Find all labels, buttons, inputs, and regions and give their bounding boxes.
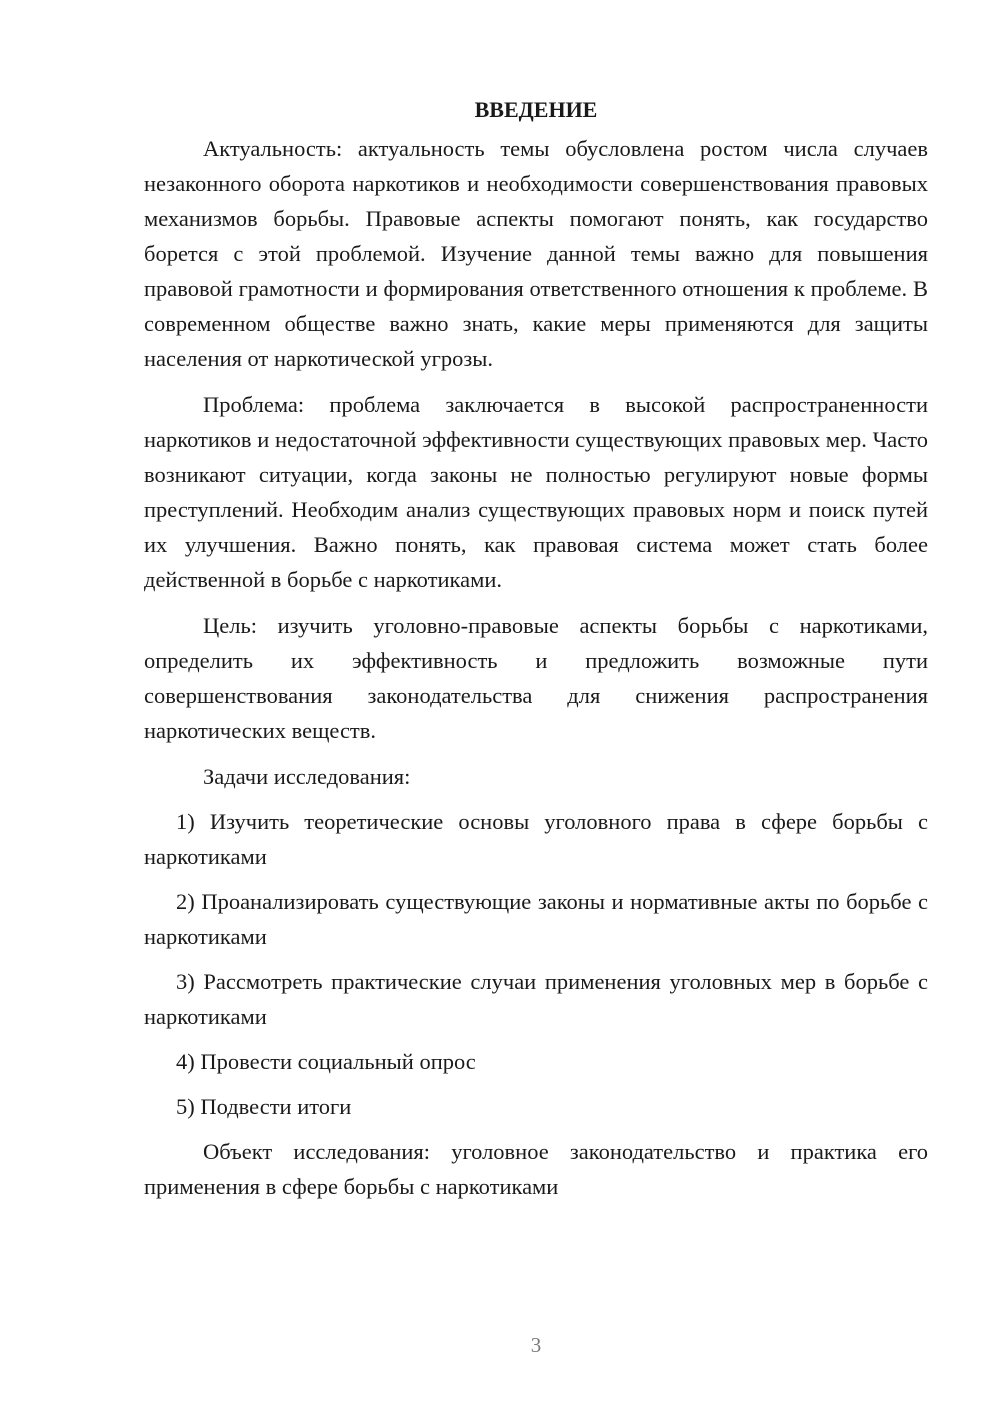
list-item: 3) Рассмотреть практические случаи применения уголовных мер в борьбе с наркотиками (144, 969, 928, 1029)
list-item: 5) Подвести итоги (176, 1094, 352, 1119)
problem-paragraph: Проблема: проблема заключается в высокой распространенности наркотиков и недостаточной эффективности существующих правовых мер. Часто возникают ситуации, когда законы не полностью регулируют новые формы преступлений. Необходим анализ существующих правовых норм и поиск путей их улучшения. Важно понять, как правовая система может стать более действенной в борьбе с наркотиками. (144, 392, 928, 592)
page-number: 3 (530, 1333, 542, 1357)
list-item: 4) Провести социальный опрос (176, 1049, 476, 1074)
section-title: ВВЕДЕНИЕ (474, 97, 598, 122)
object-paragraph: Объект исследования: уголовное законодательство и практика его применения в сфере борьбы с наркотиками (144, 1139, 928, 1199)
goal-paragraph: Цель: изучить уголовно-правовые аспекты борьбы с наркотиками, определить их эффективность и предложить возможные пути совершенствования законодательства для снижения распространения наркотических веществ. (144, 613, 928, 743)
list-item: 2) Проанализировать существующие законы и нормативные акты по борьбе с наркотиками (144, 889, 928, 949)
document-page (144, 92, 928, 1215)
tasks-list (144, 804, 928, 1124)
tasks-heading: Задачи исследования: (203, 764, 411, 789)
list-item: 1) Изучить теоретические основы уголовного права в сфере борьбы с наркотиками (144, 809, 928, 869)
relevance-paragraph: Актуальность: актуальность темы обусловлена ростом числа случаев незаконного оборота наркотиков и необходимости совершенствования правовых механизмов борьбы. Правовые аспекты помогают понять, как государство борется с этой проблемой. Изучение данной темы важно для повышения правовой грамотности и формирования ответственного отношения к проблеме. В современном обществе важно знать, какие меры применяются для защиты населения от наркотической угрозы. (144, 136, 928, 371)
